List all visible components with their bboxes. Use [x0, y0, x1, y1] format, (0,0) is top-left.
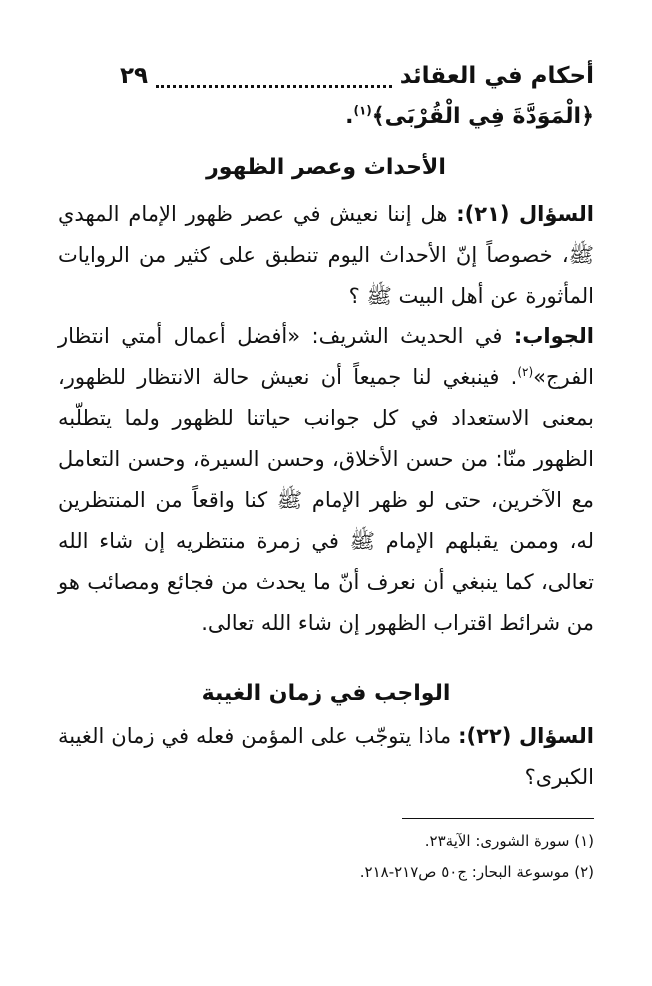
question-21 — [58, 194, 594, 317]
section-title-events: الأحداث وعصر الظهور — [206, 155, 446, 180]
question-22 — [58, 716, 594, 798]
footnote-ref-2: (٢) — [517, 365, 534, 379]
section-title-duty: الواجب في زمان الغيبة — [201, 681, 451, 706]
question-21-label: السؤال (٢١): — [456, 202, 594, 226]
question-22-text: ماذا يتوجّب على المؤمن فعله في زمان الغيبة الكبرى؟ — [58, 724, 594, 789]
footnote-separator — [402, 818, 594, 819]
footnote-ref-1: (١) — [353, 103, 372, 118]
verse-end-period: . — [345, 104, 354, 129]
footnote-1: (١) سورة الشورى: الآية٢٣. — [424, 832, 594, 850]
answer-text-part-1: في الحديث الشريف: «أفضل أعمال أمتي انتظار الفرج» — [58, 324, 594, 389]
header-dot-leader — [156, 77, 392, 88]
page-number: ٢٩ — [120, 63, 149, 89]
footnotes — [58, 826, 594, 888]
quran-verse-ending — [58, 96, 594, 137]
answer-21 — [58, 316, 594, 644]
footnote-2: (٢) موسوعة البحار: ج٥٠ ص٢١٧-٢١٨. — [359, 863, 594, 881]
book-title: أحكام في العقائد — [399, 63, 594, 89]
page-header — [120, 56, 594, 96]
question-22-label: السؤال (٢٢): — [458, 724, 594, 748]
quran-verse-text: ﴿الْمَوَدَّةَ فِي الْقُرْبَى﴾ — [371, 104, 594, 129]
answer-label: الجواب: — [513, 324, 594, 348]
question-21-text: هل إننا نعيش في عصر ظهور الإمام المهدي ﷺ، خصوصاً إنّ الأحداث اليوم تنطبق على كثير من الروايات المأثورة عن أهل البيت ﷺ ؟ — [58, 202, 594, 308]
answer-text-part-2: . فينبغي لنا جميعاً أن نعيش حالة الانتظار للظهور، بمعنى الاستعداد في كل جوانب حياتنا للظهور ولما يتطلّبه الظهور منّا: من حسن الأخلاق، وحسن السيرة، وحسن التعامل مع الآخرين، حتى لو ظهر الإمام ﷺ كنا واقعاً من المنتظرين له، وممن يقبلهم الإمام ﷺ في زمرة منتظريه إن شاء الله تعالى، كما ينبغي أن نعرف أنّ ما يحدث من فجائع ومصائب هو من شرائط اقتراب الظهور إن شاء الله تعالى. — [58, 365, 594, 635]
